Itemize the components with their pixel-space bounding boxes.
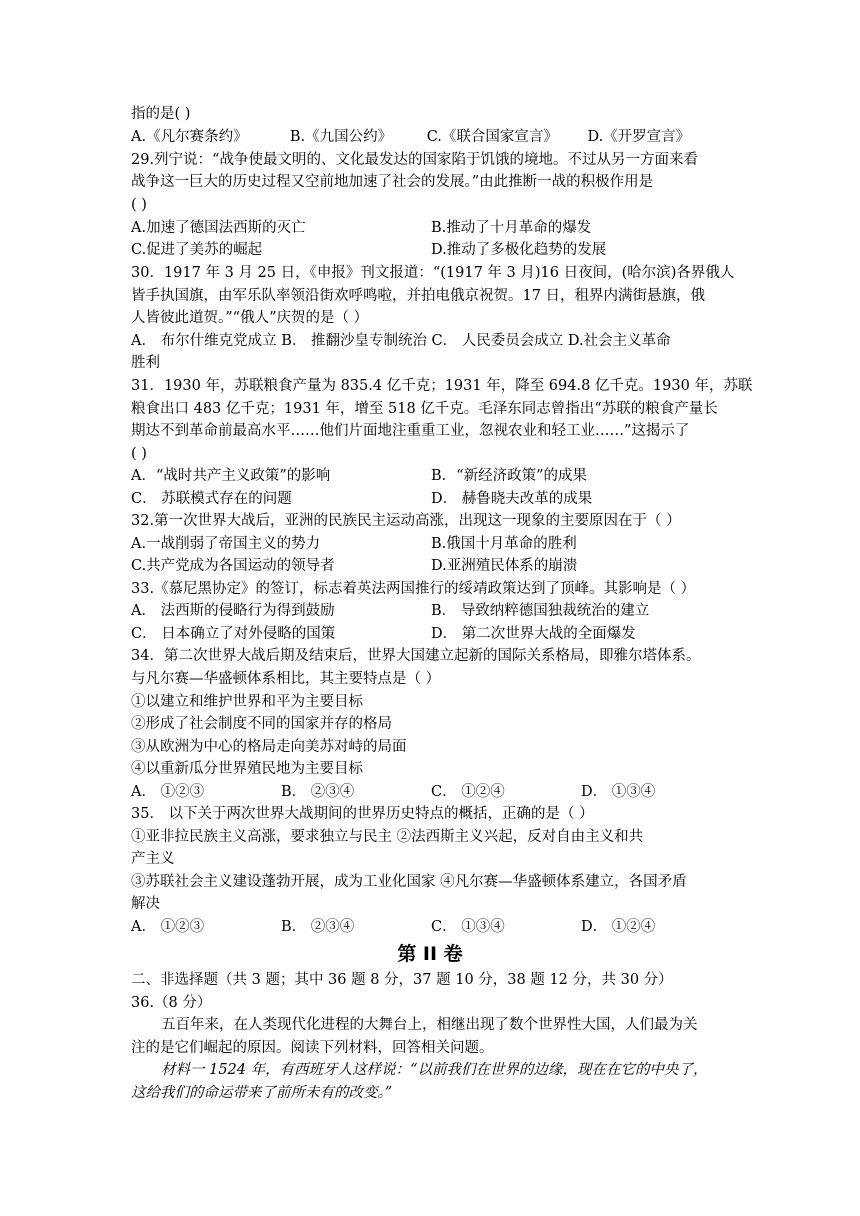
q28-option-a[interactable]: A.《凡尔赛条约》	[131, 129, 248, 145]
q34-option-d[interactable]: D． ①③④	[581, 784, 656, 800]
q28-option-b[interactable]: B.《九国公约》	[289, 129, 393, 145]
q29-line1: 29.列宁说：“战争使最文明的、文化最发达的国家陷于饥饿的境地。不过从另一方面来看	[131, 152, 698, 168]
q32-options-row2	[131, 556, 731, 578]
q29-options-row2	[131, 240, 731, 262]
q35-option-a[interactable]: A． ①②③	[131, 919, 205, 935]
q29-option-b[interactable]: B.推动了十月革命的爆发	[431, 220, 592, 236]
q34-line1: 34．第二次世界大战后期及结束后，世界大国建立起新的国际关系格局，即雅尔塔体系。	[131, 648, 701, 664]
q34-line2: 与凡尔赛—华盛顿体系相比，其主要特点是（ ）	[131, 671, 441, 687]
q35-line3: 产主义	[131, 851, 175, 867]
q29-line3: ( )	[131, 197, 147, 213]
q31-option-a[interactable]: A．“战时共产主义政策”的影响	[131, 468, 331, 484]
q33-options-row1	[131, 601, 731, 623]
q34-option-a[interactable]: A． ①②③	[131, 784, 205, 800]
q29-option-d[interactable]: D.推动了多极化趋势的发展	[431, 242, 607, 258]
q28-option-d[interactable]: D.《开罗宣言》	[587, 129, 691, 145]
q33-line1: 33.《慕尼黑协定》的签订，标志着英法两国推行的绥靖政策达到了顶峰。其影响是（ ）	[131, 581, 696, 597]
q32-option-b[interactable]: B.俄国十月革命的胜利	[431, 536, 577, 552]
q32-option-a[interactable]: A.一战削弱了帝国主义的势力	[131, 536, 321, 552]
q29-line2: 战争这一巨大的历史过程又空前地加速了社会的发展。”由此推断一战的积极作用是	[131, 174, 654, 190]
q35-line4: ③苏联社会主义建设蓬勃开展，成为工业化国家 ④凡尔赛—华盛顿体系建立，各国矛盾	[131, 874, 687, 890]
q30-line3: 人皆彼此道贺。”“俄人”庆贺的是（ ）	[131, 310, 369, 326]
q35-option-d[interactable]: D． ①②④	[581, 919, 656, 935]
q34-options	[131, 782, 731, 804]
q32-options-row1	[131, 534, 731, 556]
part2-title: 第 II 卷	[397, 943, 463, 965]
part2-heading: 二、非选择题（共 3 题；其中 36 题 8 分，37 题 10 分，38 题 12 分，共 30 分）	[131, 972, 673, 988]
q34-item-2: ②形成了社会制度不同的国家并存的格局	[131, 716, 392, 732]
q34-item-1: ①以建立和维护世界和平为主要目标	[131, 694, 363, 710]
q29-options-row1	[131, 218, 731, 240]
q36-intro-line2: 注的是它们崛起的原因。阅读下列材料，回答相关问题。	[131, 1040, 494, 1056]
q30-options-wrap: 胜利	[131, 355, 160, 371]
q35-options	[131, 917, 731, 939]
q33-options-row2	[131, 624, 731, 646]
q31-options-row1	[131, 466, 731, 488]
q28-stem-end: 指的是( )	[131, 106, 191, 122]
q28-options	[131, 127, 731, 149]
q36-material1-line1: 材料一 1524 年，有西班牙人这样说：“以前我们在世界的边缘，现在在它的中央了，	[161, 1062, 708, 1078]
q33-option-d[interactable]: D． 第二次世界大战的全面爆发	[431, 626, 636, 642]
q33-option-c[interactable]: C． 日本确立了对外侵略的国策	[131, 626, 336, 642]
q35-line5: 解决	[131, 896, 160, 912]
q34-item-4: ④以重新瓜分世界殖民地为主要目标	[131, 761, 363, 777]
q32-option-d[interactable]: D.亚洲殖民体系的崩溃	[431, 558, 578, 574]
q32-option-c[interactable]: C.共产党成为各国运动的领导者	[131, 558, 335, 574]
q36-label: 36.（8 分）	[131, 995, 212, 1011]
q30-line2: 皆手执国旗，由军乐队率领沿街欢呼鸣啦，并拍电俄京祝贺。17 日，租界内满街悬旗，俄	[131, 288, 706, 304]
q35-line2: ①亚非拉民族主义高涨，要求独立与民主 ②法西斯主义兴起，反对自由主义和共	[131, 829, 644, 845]
q29-option-a[interactable]: A.加速了德国法西斯的灭亡	[131, 220, 306, 236]
q33-option-a[interactable]: A． 法西斯的侵略行为得到鼓励	[131, 603, 335, 619]
q31-line1: 31．1930 年，苏联粮食产量为 835.4 亿千克；1931 年，降至 694.8 亿千克。1930 年，苏联	[131, 378, 753, 394]
q35-option-b[interactable]: B． ②③④	[281, 919, 355, 935]
q31-line2: 粮食出口 483 亿千克；1931 年，增至 518 亿千克。毛泽东同志曾指出“苏联的粮食产量长	[131, 401, 718, 417]
q31-option-d[interactable]: D． 赫鲁晓夫改革的成果	[431, 491, 593, 507]
q35-option-c[interactable]: C． ①③④	[431, 919, 505, 935]
q33-option-b[interactable]: B． 导致纳粹德国独裁统治的建立	[431, 603, 650, 619]
q35-line1: 35． 以下关于两次世界大战期间的世界历史特点的概括，正确的是（ ）	[131, 806, 594, 822]
q31-option-c[interactable]: C． 苏联模式存在的问题	[131, 491, 292, 507]
q31-options-row2	[131, 489, 731, 511]
q34-item-3: ③从欧洲为中心的格局走向美苏对峙的局面	[131, 739, 407, 755]
q34-option-b[interactable]: B． ②③④	[281, 784, 355, 800]
q36-material1-line2: 这给我们的命运带来了前所未有的改变。”	[131, 1085, 393, 1101]
q34-option-c[interactable]: C． ①②④	[431, 784, 505, 800]
q31-line4: ( )	[131, 446, 147, 462]
q29-option-c[interactable]: C.促进了美苏的崛起	[131, 242, 263, 258]
q30-options[interactable]: A． 布尔什维克党成立 B． 推翻沙皇专制统治 C． 人民委员会成立 D.社会主义革命	[131, 333, 671, 349]
q30-line1: 30．1917 年 3 月 25 日，《申报》刊文报道：“(1917 年 3 月)16 日夜间，(哈尔滨)各界俄人	[131, 265, 735, 281]
q32-line1: 32.第一次世界大战后，亚洲的民族民主运动高涨，出现这一现象的主要原因在于（ ）	[131, 513, 681, 529]
q36-intro-line1: 五百年来，在人类现代化进程的大舞台上，相继出现了数个世界性大国，人们最为关	[161, 1017, 698, 1033]
q28-option-c[interactable]: C.《联合国家宣言》	[426, 129, 558, 145]
q31-line3: 期达不到革命前最高水平……他们片面地注重重工业，忽视农业和轻工业……”这揭示了	[131, 423, 690, 439]
q31-option-b[interactable]: B．“新经济政策”的成果	[431, 468, 587, 484]
